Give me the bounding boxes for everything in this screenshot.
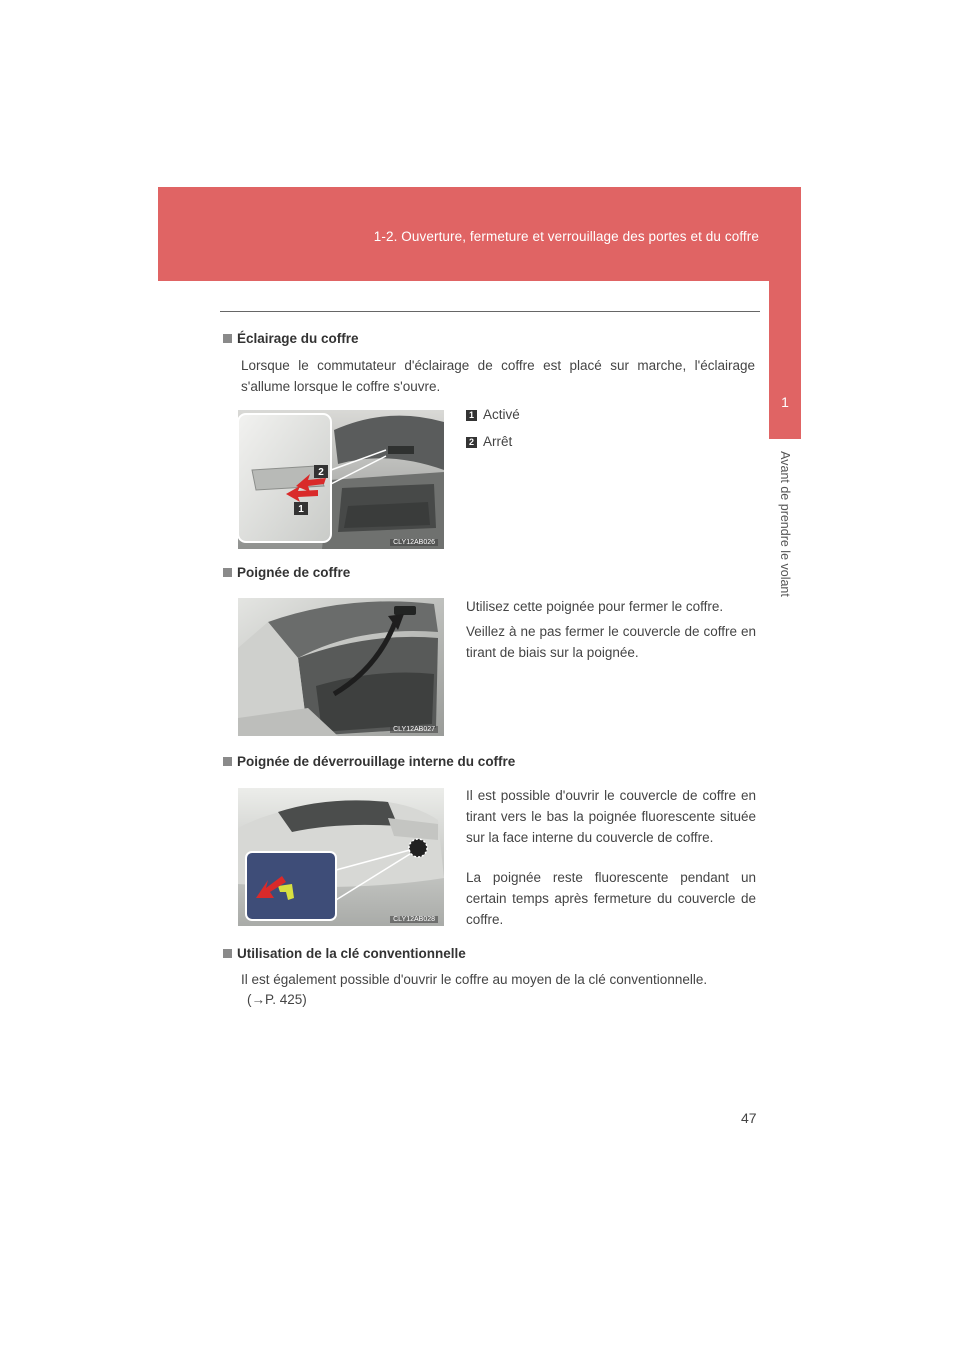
figure-code: CLY12AB028 [390,916,438,923]
trunk-light-illustration [238,410,444,549]
page-number: 47 [741,1110,757,1126]
heading-cle-conventionnelle [223,946,466,961]
paragraph-cle: Il est également possible d'ouvrir le coffre au moyen de la clé conventionnelle. [241,972,708,987]
trunk-light-figure [238,410,444,549]
chapter-title: Avant de prendre le volant [778,451,792,597]
chapter-tab [769,187,801,439]
heading-eclairage [223,331,359,346]
bullet-square-icon [223,757,232,766]
section-title: 1-2. Ouverture, fermeture et verrouillage des portes et du coffre [373,229,759,244]
chapter-number: 1 [781,394,789,410]
svg-text:1: 1 [298,504,304,515]
heading-poignee-coffre [223,565,350,580]
paragraph-poignee-2: Veillez à ne pas fermer le couvercle de coffre en tirant de biais sur la poignée. [466,624,756,660]
paragraph-deverrouillage-1: Il est possible d'ouvrir le couvercle de coffre en tirant vers le bas la poignée fluorescente située sur la face interne du couvercle de coffre. [466,788,756,845]
legend-label: Arrêt [483,434,513,449]
trunk-handle-illustration [238,598,444,736]
legend-item-off [466,434,512,449]
trunk-handle-figure [238,598,444,736]
release-handle-illustration [238,788,444,926]
heading-text: Éclairage du coffre [237,331,359,346]
heading-text: Poignée de coffre [237,565,351,580]
header-rule [220,311,760,312]
figure-code: CLY12AB027 [390,726,438,733]
figure-code: CLY12AB026 [390,539,438,546]
paragraph-eclairage: Lorsque le commutateur d'éclairage de coffre est placé sur marche, l'éclairage s'allume lorsque le coffre s'ouvre. [241,358,755,394]
release-handle-figure [238,788,444,926]
bullet-square-icon [223,568,232,577]
svg-text:2: 2 [318,467,324,478]
legend-label: Activé [483,407,520,422]
bullet-square-icon [223,949,232,958]
bullet-square-icon [223,334,232,343]
legend-item-activated [466,407,520,422]
heading-text: Poignée de déverrouillage interne du coffre [237,754,516,769]
page-reference: (→P. 425) [247,992,307,1007]
heading-deverrouillage [223,754,515,769]
paragraph-poignee-1: Utilisez cette poignée pour fermer le coffre. [466,599,724,614]
heading-text: Utilisation de la clé conventionnelle [237,946,466,961]
legend-number: 2 [466,437,477,448]
header-band [158,187,801,281]
paragraph-deverrouillage-2: La poignée reste fluorescente pendant un certain temps après fermeture du couvercle de coffre. [466,870,756,927]
legend-number: 1 [466,410,477,421]
